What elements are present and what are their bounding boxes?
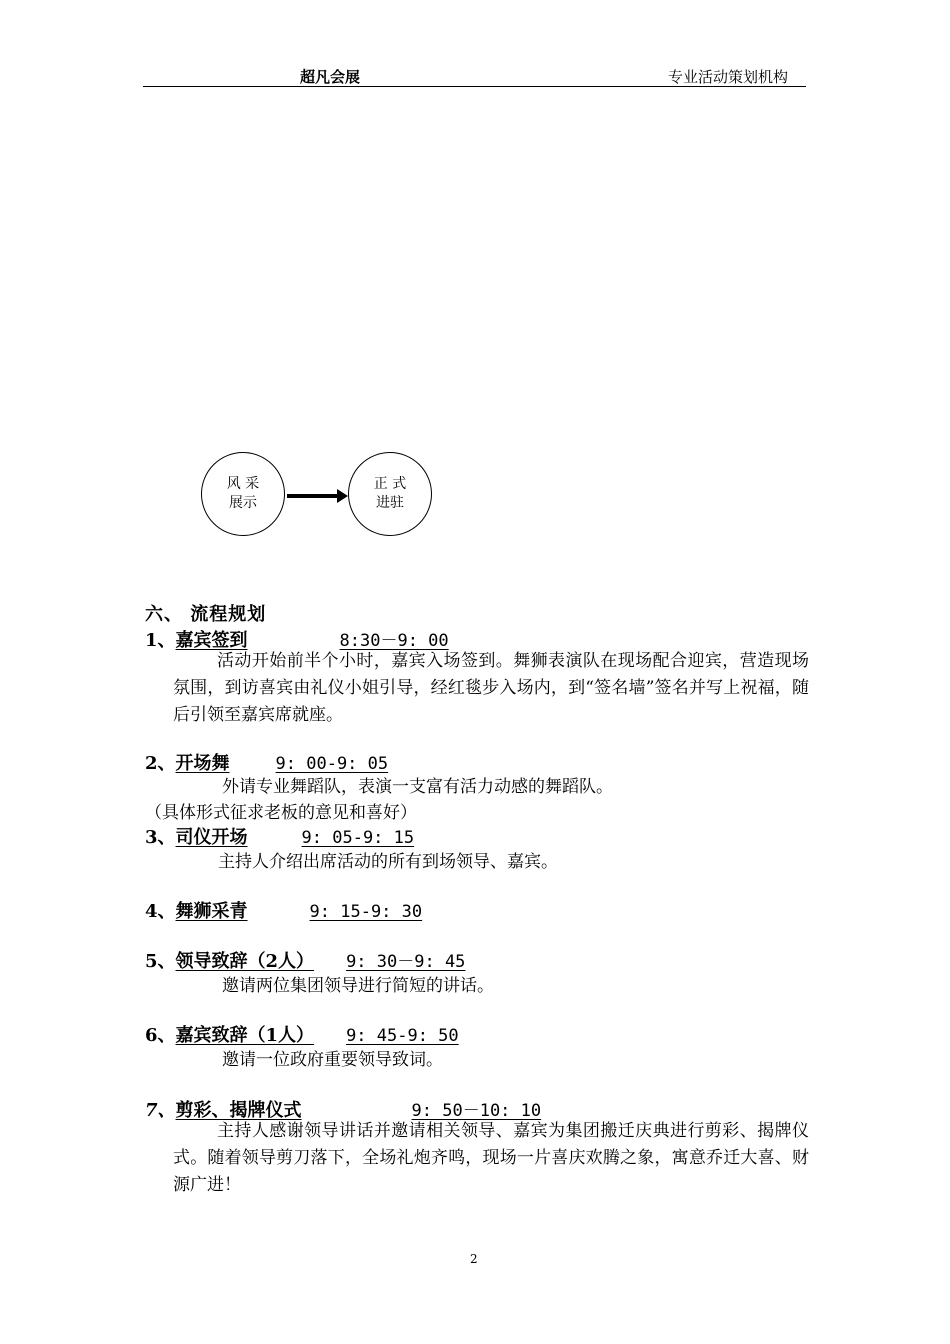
- flow-node-showcase: [201, 452, 285, 536]
- flow-node-showcase-line1: 风 采: [226, 476, 260, 492]
- page-number: 2: [470, 1252, 478, 1266]
- flow-node-entry-line2: 进驻: [375, 495, 404, 511]
- item-6-num: 6、: [145, 1025, 176, 1046]
- item-7-label: 剪彩、揭牌仪式: [175, 1100, 302, 1121]
- header-tagline: 专业活动策划机构: [668, 68, 789, 86]
- item-2-num: 2、: [145, 753, 176, 774]
- item-4-num: 4、: [145, 901, 176, 922]
- flow-node-entry: [348, 452, 432, 536]
- item-1-time: 8:30－9: 00: [339, 631, 449, 651]
- item-6-desc: 邀请一位政府重要领导致词。: [222, 1050, 443, 1070]
- item-2-label: 开场舞: [175, 753, 230, 774]
- item-3-heading: [145, 823, 414, 849]
- item-4-label: 舞狮采青: [175, 901, 248, 922]
- item-5-time: 9: 30－9: 45: [346, 952, 466, 972]
- header-rule: [143, 86, 806, 87]
- item-7-time: 9: 50－10: 10: [411, 1101, 542, 1121]
- item-1-desc: 活动开始前半个小时，嘉宾入场签到。舞狮表演队在现场配合迎宾，营造现场氛围，到访喜宾由礼仪小姐引导，经红毯步入场内，到“签名墙”签名并写上祝福，随后引领至嘉宾席就座。: [173, 651, 809, 725]
- section-title: 六、 流程规划: [145, 604, 267, 625]
- item-7-num: 7、: [145, 1100, 176, 1121]
- item-7-desc: 主持人感谢领导讲话并邀请相关领导、嘉宾为集团搬迁庆典进行剪彩、揭牌仪式。随着领导剪刀落下，全场礼炮齐鸣，现场一片喜庆欢腾之象，寓意乔迁大喜、财源广进！: [173, 1121, 809, 1195]
- flow-arrow-head: [337, 489, 348, 503]
- item-6-time: 9: 45-9: 50: [346, 1026, 459, 1046]
- item-5-heading: [145, 947, 465, 973]
- item-2-time: 9: 00-9: 05: [275, 754, 389, 774]
- item-1-label: 嘉宾签到: [175, 630, 248, 651]
- item-5-desc: 邀请两位集团领导进行简短的讲话。: [222, 976, 494, 996]
- item-6-label: 嘉宾致辞（1人）: [175, 1025, 315, 1046]
- item-2-desc: 外请专业舞蹈队，表演一支富有活力动感的舞蹈队。: [222, 777, 613, 797]
- flow-arrow-shaft: [287, 494, 339, 498]
- item-3-time: 9: 05-9: 15: [301, 828, 415, 848]
- item-2-note: （具体形式征求老板的意见和喜好）: [145, 803, 417, 823]
- item-4-heading: [145, 897, 422, 923]
- item-4-time: 9: 15-9: 30: [309, 902, 423, 922]
- item-3-label: 司仪开场: [175, 827, 248, 848]
- header-company: 超凡会展: [300, 68, 361, 86]
- item-6-heading: [145, 1021, 459, 1047]
- item-1-num: 1、: [145, 630, 176, 651]
- item-3-desc: 主持人介绍出席活动的所有到场领导、嘉宾。: [218, 852, 558, 872]
- flow-node-entry-line1: 正 式: [373, 476, 407, 492]
- item-5-label: 领导致辞（2人）: [175, 951, 315, 972]
- flow-node-showcase-line2: 展示: [228, 495, 257, 511]
- item-3-num: 3、: [145, 827, 176, 848]
- item-5-num: 5、: [145, 951, 176, 972]
